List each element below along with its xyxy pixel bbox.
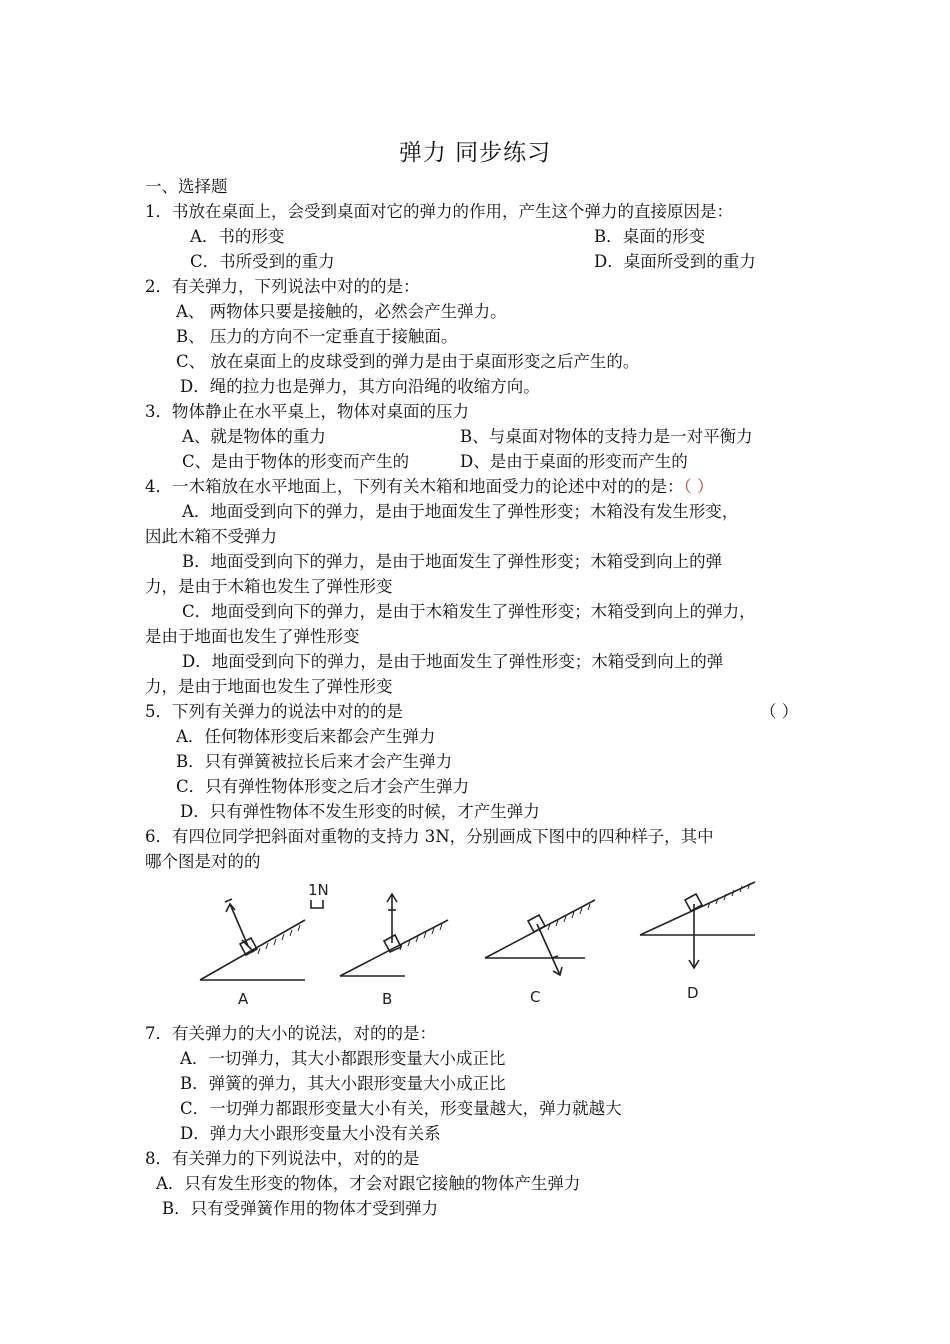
q2-option-c: C、 放在桌面上的皮球受到的弹力是由于桌面形变之后产生的。 (176, 352, 640, 371)
q2-option-b: B、 压力的方向不一定垂直于接触面。 (176, 327, 458, 346)
q5-option-a: A．任何物体形变后来都会产生弹力 (176, 727, 436, 746)
q3-option-b: B、与桌面对物体的支持力是一对平衡力 (460, 427, 753, 446)
scale-marker (311, 900, 323, 908)
diagram-label-b: B (382, 990, 393, 1008)
q3-option-c: C、是由于物体的形变而产生的 (182, 452, 410, 471)
force-diagram-svg (190, 880, 770, 1015)
q7-option-d: D．弹力大小跟形变量大小没有关系 (180, 1124, 441, 1143)
diagram-c (485, 900, 595, 975)
q5-answer-paren: （ ） (760, 702, 799, 721)
q2-option-d: D．绳的拉力也是弹力，其方向沿绳的收缩方向。 (180, 377, 540, 396)
q1-option-d: D．桌面所受到的重力 (594, 252, 756, 271)
q1-option-b: B．桌面的形变 (594, 227, 706, 246)
diagram-a (200, 899, 305, 980)
q4-stem (145, 476, 714, 498)
q7-stem: 7．有关弹力的大小的说法，对的的是： (145, 1024, 436, 1043)
q6-stem-line1: 6．有四位同学把斜面对重物的支持力 3N，分别画成下图中的四种样子，其中 (145, 827, 714, 846)
q7-option-b: B．弹簧的弹力，其大小跟形变量大小成正比 (180, 1074, 506, 1093)
q4-option-a-line2: 因此木箱不受弹力 (145, 527, 277, 546)
q1-option-a: A．书的形变 (190, 227, 285, 246)
q6-stem-line2: 哪个图是对的的 (145, 852, 261, 871)
q1-stem: 1．书放在桌面上，会受到桌面对它的弹力的作用，产生这个弹力的直接原因是： (145, 202, 733, 221)
q2-option-a: A、 两物体只要是接触的，必然会产生弹力。 (176, 302, 507, 321)
q7-option-a: A．一切弹力，其大小都跟形变量大小成正比 (180, 1049, 506, 1068)
q8-option-b: B．只有受弹簧作用的物体才受到弹力 (162, 1199, 439, 1218)
q4-option-d-line1: D．地面受到向下的弹力，是由于地面发生了弹性形变；木箱受到向上的弹 (182, 652, 724, 671)
diagram-label-c: C (530, 988, 541, 1006)
q4-stem-text: 4．一木箱放在水平地面上，下列有关木箱和地面受力的论述中对的的是： (145, 477, 684, 496)
q4-option-d-line2: 力，是由于地面也发生了弹性形变 (145, 677, 393, 696)
q8-option-a: A．只有发生形变的物体，才会对跟它接触的物体产生弹力 (156, 1174, 581, 1193)
q8-stem: 8．有关弹力的下列说法中，对的的是 (145, 1149, 420, 1168)
q4-answer-paren: （ ） (683, 477, 714, 496)
q3-option-a: A、就是物体的重力 (182, 427, 326, 446)
diagram-label-a: A (238, 990, 249, 1008)
q5-stem: 5．下列有关弹力的说法中对的的是 (145, 702, 403, 721)
q4-option-c-line2: 是由于地面也发生了弹性形变 (145, 627, 360, 646)
q4-option-a-line1: A．地面受到向下的弹力，是由于地面发生了弹性形变；木箱没有发生形变， (182, 502, 739, 521)
section-heading: 一、选择题 (145, 177, 228, 196)
q4-option-c-line1: C．地面受到向下的弹力，是由于木箱发生了弹性形变；木箱受到向上的弹力， (182, 602, 756, 621)
page-title: 弹力 同步练习 (398, 140, 552, 166)
q2-stem: 2．有关弹力，下列说法中对的的是： (145, 277, 420, 296)
incline-force-diagrams (190, 880, 770, 1015)
q1-option-c: C．书所受到的重力 (190, 252, 335, 271)
q5-option-c: C．只有弹性物体形变之后才会产生弹力 (176, 777, 470, 796)
q3-option-d: D、是由于桌面的形变而产生的 (460, 452, 688, 471)
diagram-label-d: D (687, 984, 699, 1002)
q3-stem: 3．物体静止在水平桌上，物体对桌面的压力 (145, 402, 469, 421)
diagram-d (640, 882, 755, 968)
diagram-b (340, 894, 448, 976)
scale-label: 1N (308, 881, 329, 899)
q4-option-b-line2: 力，是由于木箱也发生了弹性形变 (145, 577, 393, 596)
q7-option-c: C．一切弹力都跟形变量大小有关，形变量越大，弹力就越大 (180, 1099, 622, 1118)
q5-option-b: B．只有弹簧被拉长后来才会产生弹力 (176, 752, 453, 771)
q5-option-d: D．只有弹性物体不发生形变的时候，才产生弹力 (180, 802, 540, 821)
q4-option-b-line1: B．地面受到向下的弹力，是由于地面发生了弹性形变；木箱受到向上的弹 (182, 552, 723, 571)
